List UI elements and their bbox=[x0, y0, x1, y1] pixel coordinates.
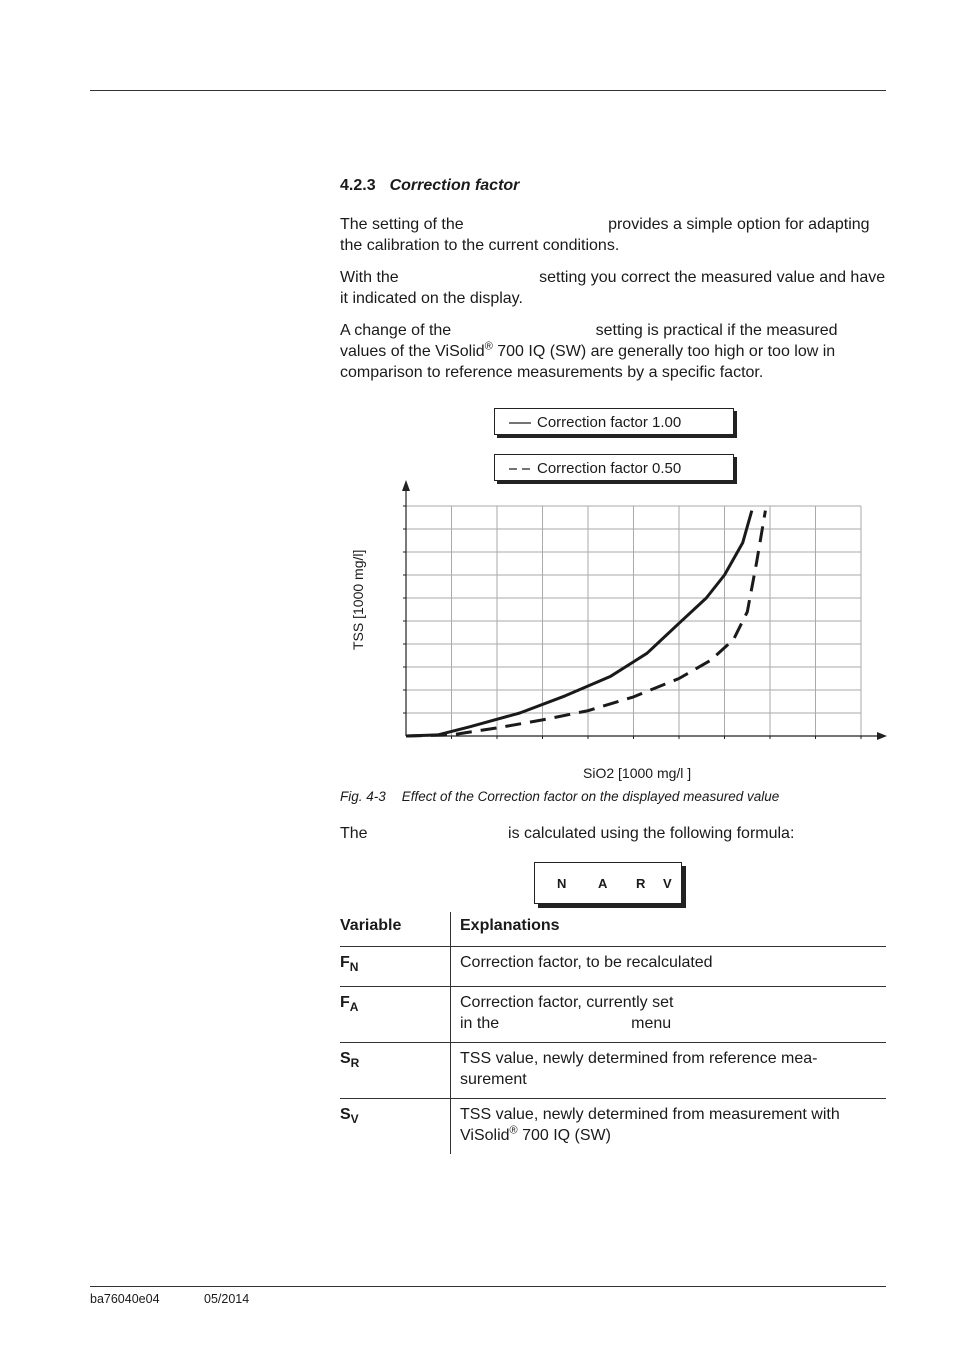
section-heading bbox=[340, 177, 519, 195]
table-row bbox=[340, 1098, 886, 1154]
section-number: 4.2.3 bbox=[340, 177, 376, 194]
var-symbol: F bbox=[340, 993, 350, 1011]
variable-cell bbox=[340, 986, 451, 1042]
variables-table bbox=[340, 912, 886, 1154]
explanation-cell bbox=[451, 986, 887, 1042]
y-axis-arrow bbox=[402, 480, 410, 491]
series-line-solid bbox=[406, 511, 752, 736]
header-variable: Variable bbox=[340, 917, 402, 934]
explanation-line: in the bbox=[460, 1014, 500, 1032]
paragraph-3 bbox=[340, 320, 888, 383]
var-subscript: V bbox=[350, 1111, 359, 1126]
p1-text-b: provides a simple option for adapting the calibration to the current conditions. bbox=[340, 216, 875, 254]
p3-text-a: A change of the bbox=[340, 322, 456, 339]
var-symbol: S bbox=[340, 1049, 351, 1067]
explanation-line: surement bbox=[460, 1070, 527, 1088]
figure-caption-text: Effect of the Correction factor on the displayed measured value bbox=[401, 789, 780, 804]
explanation-line: menu bbox=[631, 1014, 672, 1032]
footer-date: 05/2014 bbox=[204, 1292, 250, 1306]
table-row bbox=[340, 986, 886, 1042]
var-symbol: F bbox=[340, 953, 350, 971]
var-subscript: N bbox=[349, 959, 359, 974]
x-axis-arrow bbox=[877, 732, 887, 740]
table-row bbox=[340, 946, 886, 986]
y-axis-label: TSS [1000 mg/l] bbox=[350, 549, 366, 650]
explanation-cell bbox=[451, 1098, 887, 1154]
header-explanations: Explanations bbox=[451, 912, 887, 946]
footer-rule bbox=[90, 1286, 886, 1287]
paragraph-2 bbox=[340, 267, 888, 309]
figure-caption bbox=[340, 789, 779, 804]
var-subscript: A bbox=[349, 999, 359, 1014]
explanation-line: ViSolid bbox=[460, 1126, 510, 1144]
variable-cell bbox=[340, 1042, 451, 1098]
series-line-dashed bbox=[406, 511, 765, 736]
p4-text-a: The bbox=[340, 825, 373, 842]
section-title: Correction factor bbox=[389, 177, 520, 194]
p4-text-b: is calculated using the following formula: bbox=[508, 825, 795, 842]
variable-cell bbox=[340, 946, 451, 986]
footer-doc-number: ba76040e04 bbox=[90, 1292, 160, 1306]
explanation-cell bbox=[451, 946, 887, 986]
p1-text-a: The setting of the bbox=[340, 216, 469, 233]
solid-line-swatch bbox=[509, 421, 531, 425]
figure-number: Fig. 4-3 bbox=[340, 789, 386, 804]
p2-text-b: setting you correct the measured value and have it indicated on the display. bbox=[340, 269, 890, 307]
legend-label-2: Correction factor 0.50 bbox=[537, 460, 682, 477]
formula-token-v: V bbox=[663, 876, 672, 891]
registered-mark: ® bbox=[484, 340, 493, 353]
paragraph-4 bbox=[340, 823, 888, 844]
explanation-line: TSS value, newly determined from reference mea- bbox=[460, 1049, 818, 1067]
p3-text-b: setting is practical if the measured values of the ViSolid bbox=[340, 322, 842, 360]
explanation-line: 700 IQ (SW) bbox=[517, 1126, 611, 1144]
legend-entry-solid bbox=[494, 408, 734, 435]
header-rule bbox=[90, 90, 886, 91]
var-subscript: R bbox=[350, 1055, 360, 1070]
x-axis-label: SiO2 [1000 mg/l ] bbox=[583, 765, 692, 781]
formula-token-a: A bbox=[598, 876, 608, 891]
explanation-cell bbox=[451, 1042, 887, 1098]
table-header-row bbox=[340, 912, 886, 946]
explanation-line: Correction factor, to be recalculated bbox=[460, 953, 713, 971]
formula-box bbox=[534, 862, 682, 904]
legend-label-1: Correction factor 1.00 bbox=[537, 414, 682, 431]
registered-mark: ® bbox=[509, 1124, 518, 1137]
correction-factor-chart bbox=[330, 470, 890, 750]
formula-token-n: N bbox=[557, 876, 567, 891]
variable-cell bbox=[340, 1098, 451, 1154]
p3-text-c: 700 IQ (SW) are generally too high or too low in comparison to reference measurements by a specific factor. bbox=[340, 343, 840, 381]
explanation-line: Correction factor, currently set bbox=[460, 993, 674, 1011]
p2-text-a: With the bbox=[340, 269, 404, 286]
var-symbol: S bbox=[340, 1105, 351, 1123]
paragraph-1 bbox=[340, 214, 888, 256]
formula-token-r: R bbox=[636, 876, 646, 891]
table-row bbox=[340, 1042, 886, 1098]
explanation-line: TSS value, newly determined from measurement with bbox=[460, 1105, 840, 1123]
